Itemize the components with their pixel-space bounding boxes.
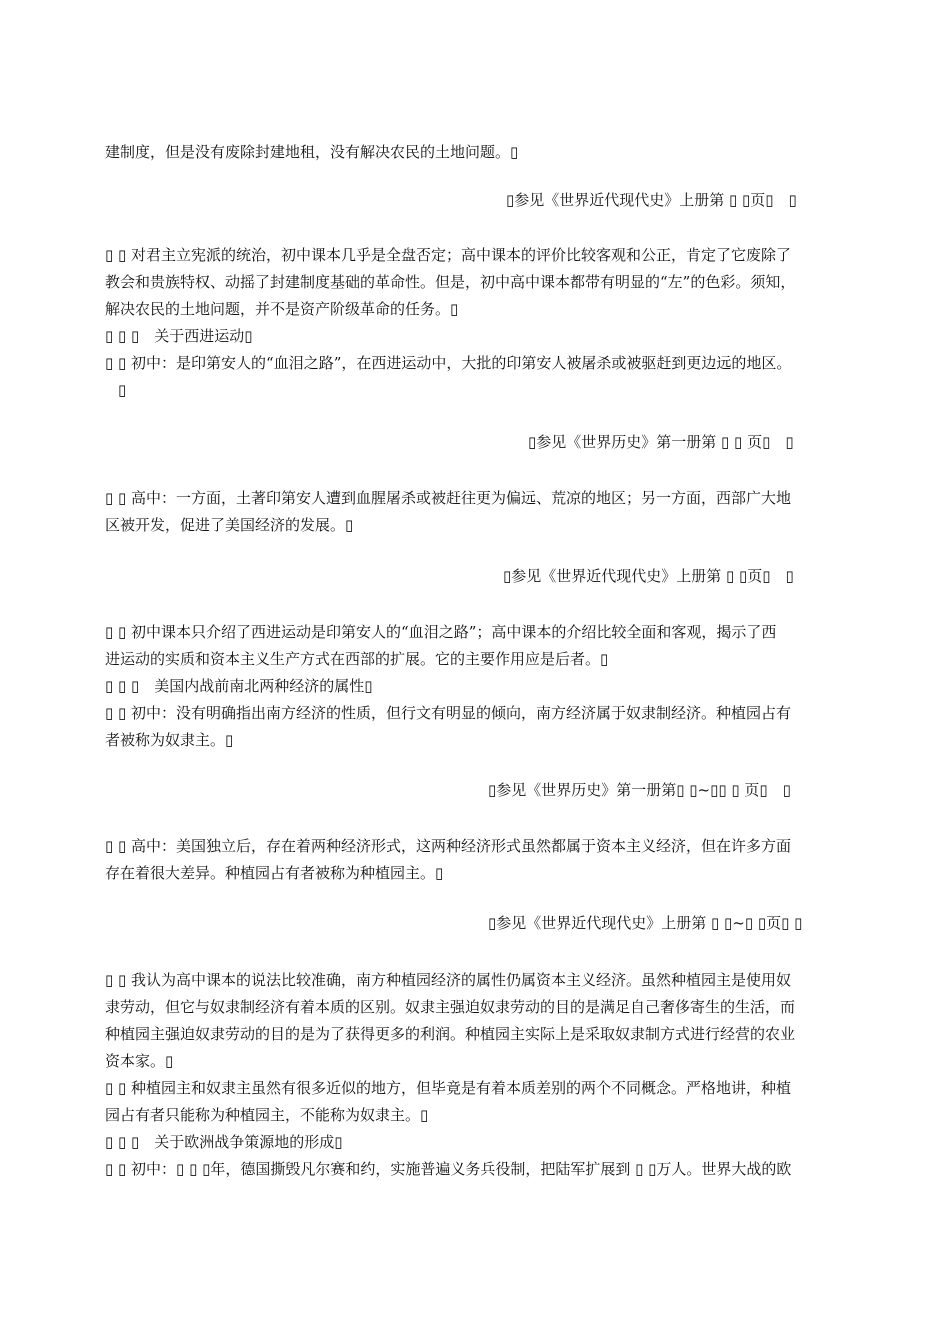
reference-line: ▯参见《世界近代现代史》上册第 ▯ ▯页▯ ▯ <box>503 567 794 585</box>
paragraph-line: 教会和贵族特权、动摇了封建制度基础的革命性。但是，初中高中课本都带有明显的“左”的色彩。须知， <box>105 273 796 291</box>
reference-line: ▯参见《世界近代现代史》上册第 ▯ ▯~▯ ▯页▯ ▯ <box>488 914 803 932</box>
reference-line: ▯参见《世界历史》第一册第 ▯ ▯ 页▯ ▯ <box>528 433 794 451</box>
paragraph-line: 存在着很大差异。种植园占有者被称为种植园主。▯ <box>105 864 444 882</box>
section-heading: ▯ ▯ ▯ 美国内战前南北两种经济的属性▯ <box>105 677 373 695</box>
paragraph-line: 隶劳动，但它与奴隶制经济有着本质的区别。奴隶主强迫奴隶劳动的目的是满足自己奢侈寄生的生活，而 <box>105 998 796 1016</box>
paragraph-line: 进运动的实质和资本主义生产方式在西部的扩展。它的主要作用应是后者。▯ <box>105 650 609 668</box>
paragraph-line: ▯ ▯ 初中：没有明确指出南方经济的性质，但行文有明显的倾向，南方经济属于奴隶制经济。种植园占有 <box>105 704 792 722</box>
paragraph-line: 园占有者只能称为种植园主，不能称为奴隶主。▯ <box>105 1106 429 1124</box>
paragraph-line: ▯ ▯ 我认为高中课本的说法比较准确，南方种植园经济的属性仍属资本主义经济。虽然种植园主是使用奴 <box>105 971 792 989</box>
paragraph-line: 解决农民的土地问题，并不是资产阶级革命的任务。▯ <box>105 300 459 318</box>
paragraph-line: ▯ ▯ 初中：是印第安人的“血泪之路”，在西进运动中，大批的印第安人被屠杀或被驱赶到更边远的地区。 <box>105 354 792 372</box>
paragraph-line: ▯ ▯ 高中：美国独立后，存在着两种经济形式，这两种经济形式虽然都属于资本主义经济，但在许多方面 <box>105 837 792 855</box>
reference-line: ▯参见《世界历史》第一册第▯ ▯~▯▯ ▯ 页▯ ▯ <box>488 781 791 799</box>
paragraph-line: ▯ ▯ 初中：▯ ▯ ▯年，德国撕毁凡尔赛和约，实施普遍义务兵役制，把陆军扩展到 ▯ ▯万人。世界大战的欧 <box>105 1160 792 1178</box>
section-heading: ▯ ▯ ▯ 关于欧洲战争策源地的形成▯ <box>105 1133 343 1151</box>
section-heading: ▯ ▯ ▯ 关于西进运动▯ <box>105 327 253 345</box>
paragraph-line: ▯ ▯ 高中：一方面，土著印第安人遭到血腥屠杀或被赶往更为偏远、荒凉的地区；另一方面，西部广大地 <box>105 489 792 507</box>
reference-line: ▯参见《世界近代现代史》上册第 ▯ ▯页▯ ▯ <box>506 191 797 209</box>
paragraph-line: ▯ ▯ 初中课本只介绍了西进运动是印第安人的“血泪之路”；高中课本的介绍比较全面和客观，揭示了西 <box>105 623 777 641</box>
paragraph-line: ▯ ▯ 对君主立宪派的统治，初中课本几乎是全盘否定；高中课本的评价比较客观和公正，肯定了它废除了 <box>105 246 792 264</box>
paragraph-line: 者被称为奴隶主。▯ <box>105 731 234 749</box>
paragraph-line: ▯ <box>118 381 127 399</box>
paragraph-line: 种植园主强迫奴隶劳动的目的是为了获得更多的利润。种植园主实际上是采取奴隶制方式进行经营的农业 <box>105 1025 796 1043</box>
paragraph-line: 区被开发，促进了美国经济的发展。▯ <box>105 516 354 534</box>
paragraph-line: 建制度，但是没有废除封建地租，没有解决农民的土地问题。▯ <box>105 143 519 161</box>
paragraph-line: ▯ ▯ 种植园主和奴隶主虽然有很多近似的地方，但毕竟是有着本质差别的两个不同概念。严格地讲，种植 <box>105 1079 792 1097</box>
paragraph-line: 资本家。▯ <box>105 1052 174 1070</box>
